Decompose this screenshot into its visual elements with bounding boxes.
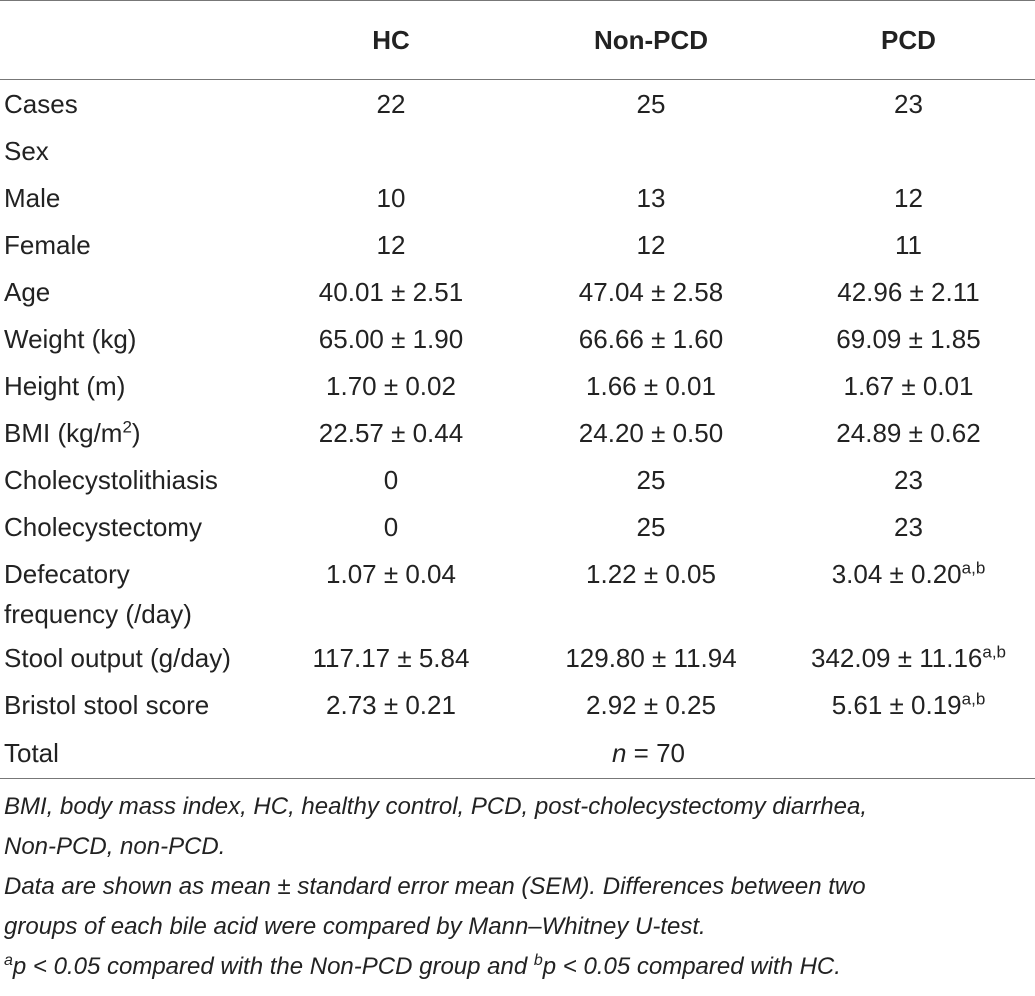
table-footnotes (0, 779, 1035, 987)
row-label: Cases (4, 88, 78, 119)
row-label: Stool output (g/day) (4, 642, 231, 673)
n-value: = 70 (626, 738, 686, 768)
footnote-line (4, 947, 1035, 987)
cell-pcd: 23 (894, 464, 923, 495)
header-non-pcd: Non-PCD (593, 24, 709, 55)
cell-non-pcd: 129.80 ± 11.94 (565, 642, 737, 673)
cell-pcd (782, 681, 1035, 728)
table-row (0, 221, 1035, 268)
cell-pcd-value: 342.09 ± 11.16 (810, 642, 983, 673)
table-header (0, 1, 1035, 80)
row-label: Bristol stool score (4, 689, 210, 720)
cell-pcd (782, 550, 1035, 634)
cell-non-pcd: 25 (636, 511, 666, 542)
table-row (0, 681, 1035, 728)
footnote-text-a: p < 0.05 compared with the Non-PCD group and (12, 953, 534, 980)
cell-pcd: 23 (894, 511, 923, 542)
cell-hc: 40.01 ± 2.51 (318, 276, 464, 307)
cell-non-pcd: 24.20 ± 0.50 (578, 417, 724, 448)
header-hc: HC (372, 24, 410, 55)
cell-non-pcd: 2.92 ± 0.25 (586, 689, 716, 720)
defecatory-label-line1: Defecatory (4, 559, 130, 589)
significance-superscript: a,b (961, 558, 986, 578)
table-row (0, 550, 1035, 634)
table-row (0, 315, 1035, 362)
table-row (0, 268, 1035, 315)
row-label: Weight (kg) (4, 323, 137, 354)
cell-hc: 1.70 ± 0.02 (326, 370, 456, 401)
cell-pcd: 1.67 ± 0.01 (843, 370, 974, 401)
row-label: Total (4, 738, 59, 768)
row-label: Age (4, 276, 51, 307)
row-label (0, 550, 262, 634)
cell-pcd: 24.89 ± 0.62 (836, 417, 981, 448)
cell-non-pcd (520, 127, 782, 174)
footnote-line: groups of each bile acid were compared by Mann–Whitney U-test. (4, 913, 706, 940)
cell-hc: 2.73 ± 0.21 (326, 689, 456, 720)
cell-pcd: 11 (895, 229, 922, 260)
cell-pcd-value: 5.61 ± 0.19 (831, 689, 962, 720)
header-row (0, 1, 1035, 80)
cell-pcd (782, 127, 1035, 174)
table-row (0, 634, 1035, 681)
row-label: Height (m) (4, 370, 126, 401)
cell-pcd-value: 3.04 ± 0.20 (831, 559, 962, 589)
cell-hc: 0 (383, 464, 399, 495)
footnote-sup-a: a (4, 952, 13, 969)
cell-hc: 117.17 ± 5.84 (312, 642, 470, 673)
cell-hc (262, 127, 520, 174)
footnote-line: Non-PCD, non-PCD. (4, 833, 226, 860)
cell-non-pcd: 13 (636, 182, 666, 213)
bmi-label-text: BMI (kg/m (4, 417, 123, 448)
cell-pcd: 42.96 ± 2.11 (837, 276, 980, 307)
footnote-line: BMI, body mass index, HC, healthy control, PCD, post-cholecystectomy diarrhea, (4, 793, 868, 820)
cell-non-pcd: 1.22 ± 0.05 (586, 559, 716, 589)
row-label (0, 409, 262, 456)
cell-pcd: 12 (894, 182, 923, 213)
footnote-sup-b: b (533, 952, 543, 969)
row-label: Female (4, 229, 91, 260)
total-value (262, 728, 1035, 779)
cell-hc: 22.57 ± 0.44 (318, 417, 464, 448)
cell-pcd: 23 (894, 88, 923, 119)
cell-non-pcd: 1.66 ± 0.01 (586, 370, 716, 401)
cell-hc: 65.00 ± 1.90 (318, 323, 464, 354)
cell-pcd: 69.09 ± 1.85 (836, 323, 981, 354)
cell-non-pcd: 47.04 ± 2.58 (578, 276, 724, 307)
row-label: Cholecystolithiasis (4, 464, 218, 495)
table-row (0, 362, 1035, 409)
bmi-label-close: ) (131, 417, 141, 448)
footnote-line: Data are shown as mean ± standard error mean (SEM). Differences between two (4, 873, 866, 900)
cell-hc: 22 (376, 88, 406, 119)
defecatory-label-line2: frequency (/day) (4, 599, 192, 629)
header-empty (0, 1, 262, 80)
table-row (0, 80, 1035, 128)
footnote-text-b: p < 0.05 compared with HC. (542, 953, 841, 980)
row-label: Male (4, 182, 61, 213)
table-row (0, 409, 1035, 456)
cell-hc: 10 (376, 182, 406, 213)
table-row (0, 174, 1035, 221)
cell-non-pcd: 25 (636, 464, 666, 495)
table-row (0, 503, 1035, 550)
row-label: Cholecystectomy (4, 511, 202, 542)
bmi-label-superscript: 2 (122, 416, 132, 436)
table-row (0, 456, 1035, 503)
cell-non-pcd: 12 (636, 229, 666, 260)
table-row (0, 127, 1035, 174)
header-pcd: PCD (881, 24, 936, 55)
cell-non-pcd: 66.66 ± 1.60 (578, 323, 724, 354)
cell-hc: 1.07 ± 0.04 (326, 559, 456, 589)
significance-superscript: a,b (961, 688, 986, 708)
row-label: Sex (4, 135, 49, 166)
significance-superscript: a,b (982, 641, 1006, 661)
n-symbol: n (611, 738, 627, 768)
cell-hc: 0 (383, 511, 399, 542)
table-row-total (0, 728, 1035, 779)
cell-pcd (782, 634, 1035, 681)
cell-hc: 12 (376, 229, 406, 260)
table-body (0, 80, 1035, 779)
cell-non-pcd: 25 (636, 88, 666, 119)
